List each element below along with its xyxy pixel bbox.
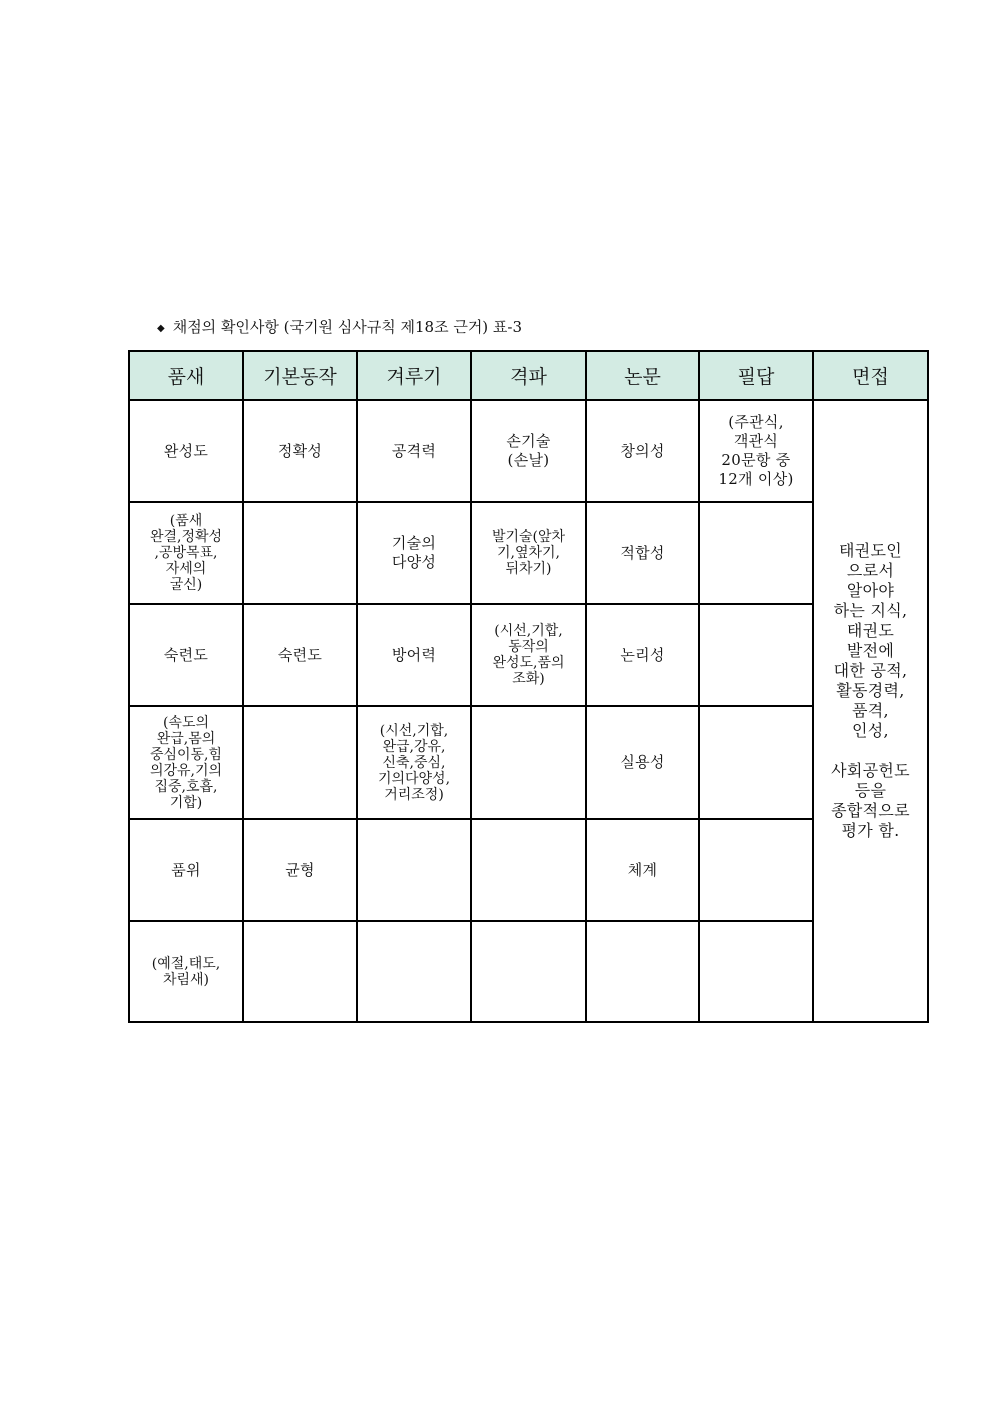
table-cell: 완성도	[129, 400, 243, 502]
diamond-bullet-icon: ◆	[157, 323, 165, 334]
table-cell: 논리성	[586, 604, 699, 706]
table-cell: 공격력	[357, 400, 471, 502]
table-cell: 숙련도	[129, 604, 243, 706]
table-cell: (주관식, 객관식 20문항 중 12개 이상)	[699, 400, 813, 502]
grading-criteria-table	[128, 350, 929, 1023]
header-poomsae: 품새	[129, 351, 243, 400]
table-cell	[699, 819, 813, 921]
table-cell: (예절,태도, 차림새)	[129, 921, 243, 1022]
table-row	[129, 502, 928, 604]
table-cell	[699, 604, 813, 706]
table-cell	[243, 502, 357, 604]
table-cell: 품위	[129, 819, 243, 921]
caption-text: 채점의 확인사항 (국기원 심사규칙 제18조 근거) 표-3	[172, 318, 523, 336]
table-row	[129, 400, 928, 502]
interview-criteria-cell: 태권도인 으로서 알아야 하는 지식, 태권도 발전에 대한 공적, 활동경력, 품격, 인성, 사회공헌도 등을 종합적으로 평가 함.	[813, 400, 928, 1022]
table-cell	[471, 819, 586, 921]
table-cell	[586, 921, 699, 1022]
table-cell: (시선,기합, 완급,강유, 신축,중심, 기의다양성, 거리조정)	[357, 706, 471, 819]
table-cell	[699, 502, 813, 604]
table-cell	[357, 921, 471, 1022]
header-basic-movements: 기본동작	[243, 351, 357, 400]
header-thesis: 논문	[586, 351, 699, 400]
table-row	[129, 706, 928, 819]
table-row	[129, 921, 928, 1022]
table-row	[129, 604, 928, 706]
table-cell: 실용성	[586, 706, 699, 819]
table-header-row	[129, 351, 928, 400]
table-row	[129, 819, 928, 921]
table-cell: (시선,기합, 동작의 완성도,품의 조화)	[471, 604, 586, 706]
table-cell: 방어력	[357, 604, 471, 706]
table-cell	[243, 706, 357, 819]
table-cell: 체계	[586, 819, 699, 921]
table-cell: 숙련도	[243, 604, 357, 706]
header-breaking: 격파	[471, 351, 586, 400]
table-cell: 손기술 (손날)	[471, 400, 586, 502]
table-cell	[699, 921, 813, 1022]
table-cell: 발기술(앞차 기,옆차기, 뒤차기)	[471, 502, 586, 604]
table-cell	[243, 921, 357, 1022]
table-cell	[471, 921, 586, 1022]
table-cell	[699, 706, 813, 819]
table-cell	[357, 819, 471, 921]
table-cell: (속도의 완급,몸의 중심이동,힘 의강유,기의 집중,호흡, 기합)	[129, 706, 243, 819]
table-cell: 균형	[243, 819, 357, 921]
header-interview: 면접	[813, 351, 928, 400]
header-sparring: 겨루기	[357, 351, 471, 400]
table-cell: (품새 완결,정확성 ,공방목표, 자세의 굴신)	[129, 502, 243, 604]
table-cell: 기술의 다양성	[357, 502, 471, 604]
table-cell: 정확성	[243, 400, 357, 502]
header-written-test: 필답	[699, 351, 813, 400]
table-cell	[471, 706, 586, 819]
table-cell: 창의성	[586, 400, 699, 502]
table-caption	[157, 317, 522, 339]
table-cell: 적합성	[586, 502, 699, 604]
